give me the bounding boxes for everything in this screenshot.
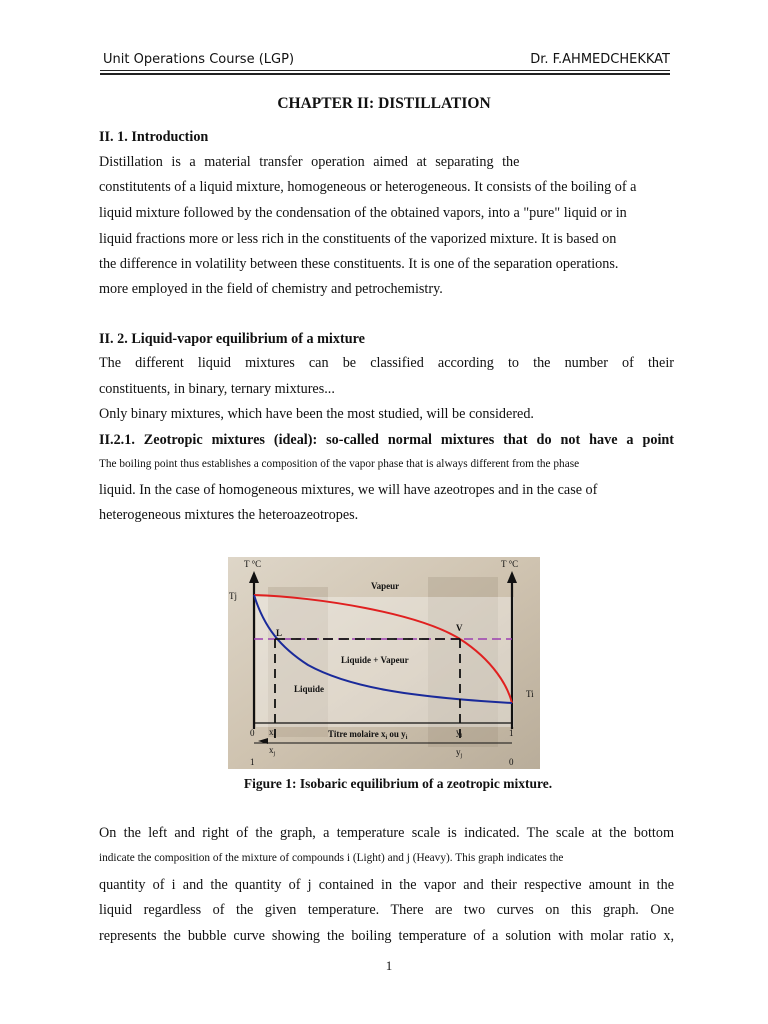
chapter-title: CHAPTER II: DISTILLATION: [277, 95, 491, 112]
paragraph-line: constitutents of a liquid mixture, homogeneous or heterogeneous. It consists of the boiling of a: [99, 179, 637, 195]
paragraph-line: heterogeneous mixtures the heteroazeotropes.: [99, 507, 359, 523]
left-temp-label: T °C: [244, 559, 262, 569]
header-course: Unit Operations Course (LGP): [103, 52, 295, 67]
one-top-label: 1: [509, 728, 514, 738]
yi-label: $y_i$: [456, 727, 463, 739]
paragraph-line: liquid fractions more or less rich in the constituents of the vaporized mixture. It is based on: [99, 231, 617, 247]
header-rule-thin: [100, 70, 670, 71]
ti-label: Ti: [526, 689, 534, 699]
paragraph-line: indicate the composition of the mixture of compounds i (Light) and j (Heavy). This graph indicates the: [99, 852, 564, 864]
paragraph-line: the difference in volatility between these constituents. It is one of the separation operations.: [99, 256, 619, 272]
paragraph-line: liquid mixture followed by the condensation of the obtained vapors, into a "pure" liquid or in: [99, 205, 627, 221]
paragraph-line: liquid regardless of the given temperature. There are two curves on this graph. One: [99, 902, 674, 918]
point-v-label: V: [456, 623, 463, 633]
tj-label: Tj: [229, 591, 237, 601]
xi-label: $x_i$: [269, 727, 276, 739]
header-author: Dr. F.AHMEDCHEKKAT: [530, 52, 670, 67]
header-rule-thick: [100, 73, 670, 75]
paragraph-line: On the left and right of the graph, a temperature scale is indicated. The scale at the bottom: [99, 825, 674, 841]
paragraph-line: Only binary mixtures, which have been the most studied, will be considered.: [99, 406, 534, 422]
paragraph-line: constituents, in binary, ternary mixtures...: [99, 381, 335, 397]
subsection-heading-zeotropic: II.2.1. Zeotropic mixtures (ideal): so-called normal mixtures that do not have a point: [99, 432, 674, 448]
liquid-region-label: Liquide: [294, 684, 325, 694]
xj-label: $x_j$: [269, 745, 276, 757]
page-number: 1: [385, 958, 393, 973]
yj-label: $y_j$: [456, 747, 463, 759]
paragraph-line: liquid. In the case of homogeneous mixtures, we will have azeotropes and in the case of: [99, 482, 598, 498]
paragraph-line: The boiling point thus establishes a composition of the vapor phase that is always different from the phase: [99, 458, 580, 470]
zero-top-label: 0: [250, 728, 255, 738]
paragraph-line: Distillation is a material transfer operation aimed at separating the: [99, 154, 520, 170]
section-heading-equilibrium: II. 2. Liquid-vapor equilibrium of a mixture: [99, 331, 365, 347]
right-temp-label: T °C: [501, 559, 519, 569]
two-phase-region-label: Liquide + Vapeur: [341, 655, 409, 665]
point-l-label: L: [276, 628, 283, 638]
paragraph-line: quantity of i and the quantity of j contained in the vapor and their respective amount in the: [99, 877, 674, 893]
composition-axis-label: Titre molaire $x_i$ ou $y_i$: [328, 729, 408, 741]
figure-caption: Figure 1: Isobaric equilibrium of a zeotropic mixture.: [243, 776, 553, 791]
zero-bottom-label: 0: [509, 757, 514, 767]
paragraph-line: more employed in the field of chemistry and petrochemistry.: [99, 281, 443, 297]
section-heading-introduction: II. 1. Introduction: [99, 129, 209, 145]
paragraph-line: represents the bubble curve showing the boiling temperature of a solution with molar ratio x,: [99, 928, 674, 944]
one-bottom-label: 1: [250, 757, 255, 767]
paragraph-line: The different liquid mixtures can be classified according to the number of their: [99, 355, 674, 371]
vapour-region-label: Vapeur: [371, 581, 400, 591]
zeotropic-equilibrium-diagram: [228, 557, 540, 769]
